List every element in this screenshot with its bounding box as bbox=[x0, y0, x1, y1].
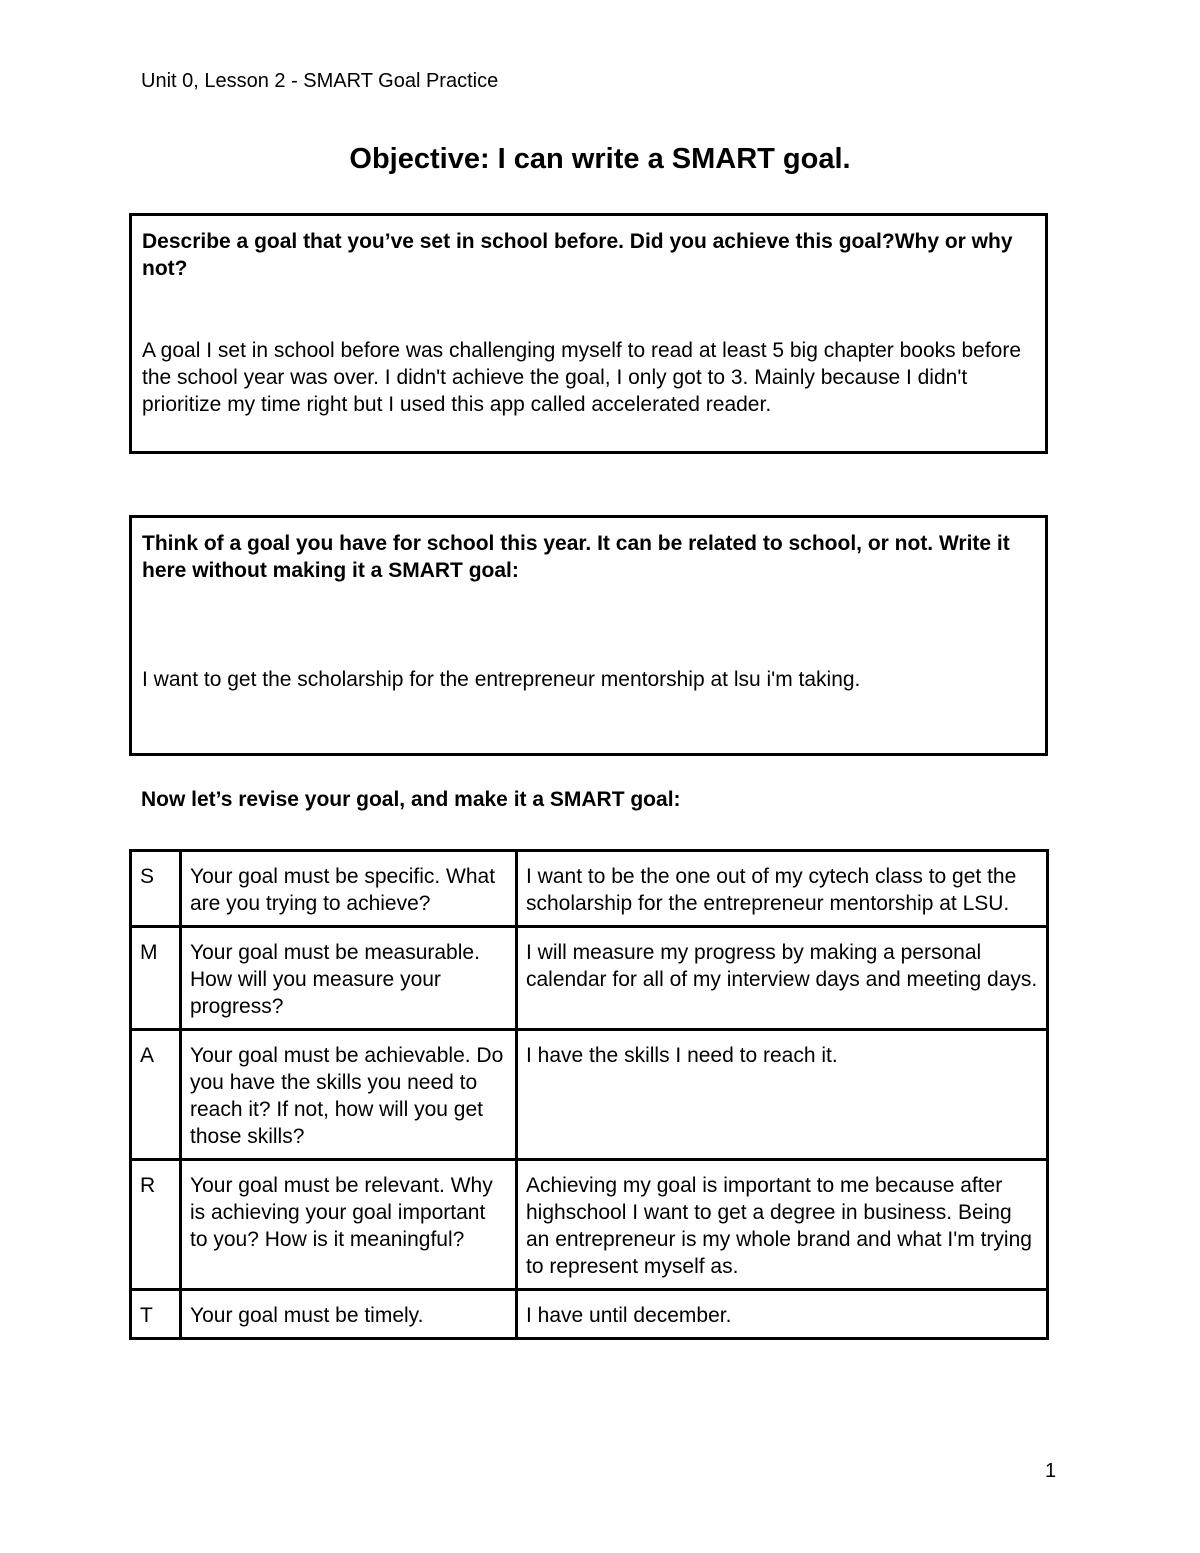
smart-answer: Achieving my goal is important to me because after highschool I want to get a degree in business. Being an entrepreneur is my whole brand and what I'm trying to represent myself as. bbox=[517, 1160, 1048, 1290]
revise-instruction: Now let’s revise your goal, and make it a SMART goal: bbox=[141, 788, 681, 811]
current-goal-answer: I want to get the scholarship for the entrepreneur mentorship at lsu i'm taking. bbox=[142, 668, 861, 691]
smart-question: Your goal must be specific. What are you trying to achieve? bbox=[181, 851, 517, 927]
smart-answer: I have the skills I need to reach it. bbox=[517, 1030, 1048, 1160]
page-title: Objective: I can write a SMART goal. bbox=[349, 143, 851, 175]
smart-question: Your goal must be achievable. Do you have the skills you need to reach it? If not, how will you get those skills? bbox=[181, 1030, 517, 1160]
table-row bbox=[131, 851, 1048, 927]
smart-answer: I want to be the one out of my cytech class to get the scholarship for the entrepreneur mentorship at LSU. bbox=[517, 851, 1048, 927]
smart-question: Your goal must be relevant. Why is achieving your goal important to you? How is it meaningful? bbox=[181, 1160, 517, 1290]
table-row bbox=[131, 1290, 1048, 1339]
table-row bbox=[131, 1030, 1048, 1160]
smart-letter: M bbox=[131, 927, 181, 1030]
page-number: 1 bbox=[1045, 1460, 1057, 1482]
document-header: Unit 0, Lesson 2 - SMART Goal Practice bbox=[141, 70, 499, 92]
smart-letter: T bbox=[131, 1290, 181, 1339]
smart-goal-table bbox=[129, 849, 1049, 1340]
smart-question: Your goal must be timely. bbox=[181, 1290, 517, 1339]
past-goal-prompt: Describe a goal that you’ve set in school before. Did you achieve this goal?Why or why not? bbox=[142, 230, 1013, 280]
smart-answer: I have until december. bbox=[517, 1290, 1048, 1339]
past-goal-answer: A goal I set in school before was challenging myself to read at least 5 big chapter books before the school year was over. I didn't achieve the goal, I only got to 3. Mainly because I didn't prioritize my time right but I used this app called accelerated reader. bbox=[142, 339, 1022, 416]
smart-question: Your goal must be measurable. How will you measure your progress? bbox=[181, 927, 517, 1030]
table-row bbox=[131, 927, 1048, 1030]
smart-answer: I will measure my progress by making a personal calendar for all of my interview days and meeting days. bbox=[517, 927, 1048, 1030]
smart-letter: R bbox=[131, 1160, 181, 1290]
smart-letter: S bbox=[131, 851, 181, 927]
smart-letter: A bbox=[131, 1030, 181, 1160]
table-row bbox=[131, 1160, 1048, 1290]
current-goal-box bbox=[129, 515, 1048, 756]
current-goal-prompt: Think of a goal you have for school this year. It can be related to school, or not. Write it here without making it a SMART goal: bbox=[142, 532, 1010, 582]
past-goal-box bbox=[129, 213, 1048, 454]
